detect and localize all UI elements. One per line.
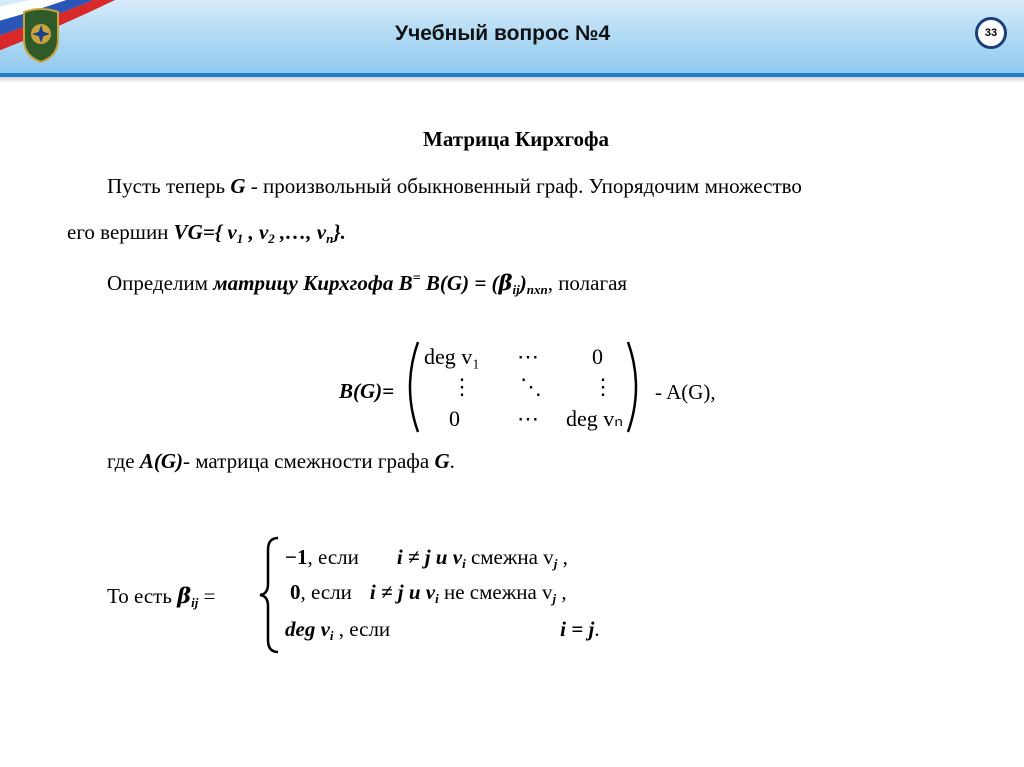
matrix-cell-2-3: ⋮ — [592, 374, 614, 399]
paragraph-3: где A(G)- матрица смежности графа G. — [107, 449, 455, 473]
case-row-3: deg $v_i$ , если i = j. — [285, 617, 600, 643]
cases-brace — [258, 536, 282, 654]
matrix-cell-3-1: 0 — [449, 406, 460, 431]
cases-lhs: То есть $\beta_{ij}$ = — [107, 583, 216, 610]
matrix-rhs: - A(G), — [655, 380, 716, 404]
header-shadow — [0, 77, 1024, 83]
matrix-left-paren — [400, 340, 420, 434]
matrix-cell-2-1: ⋮ — [451, 374, 473, 399]
header — [0, 0, 1024, 76]
matrix-cell-2-2: ⋱ — [520, 374, 542, 399]
case-row-1: −1, если i ≠ j и $v_i$ смежна $v_j$ , — [285, 545, 568, 571]
emblem-icon — [18, 6, 64, 64]
page-number-badge: 33 — [975, 17, 1007, 49]
paragraph-1-line-1: Пусть теперь G - произвольный обыкновенный граф. Упорядочим множество — [107, 174, 802, 198]
matrix-right-paren — [626, 340, 646, 434]
matrix-cell-1-2: ⋯ — [517, 344, 539, 369]
matrix-cell-3-2: ⋯ — [517, 406, 539, 431]
matrix-cell-1-3: 0 — [592, 344, 603, 369]
matrix-lhs: B(G)= — [339, 379, 395, 403]
matrix-cell-1-1: deg v₁ — [424, 344, 480, 369]
case-row-2: 0, если i ≠ j и $v_i$ не смежна $v_j$ , — [290, 580, 567, 606]
paragraph-2: Определим матрицу Кирхгофа B= $B(G) = (\beta_{ij})_{nxn}$, полагая — [107, 270, 628, 297]
page-title: Учебный вопрос №4 — [395, 22, 611, 45]
paragraph-1-line-2: его вершин VG={ $v_1$ , $v_2$ ,…, $v_n$}. — [67, 220, 346, 246]
section-heading: Матрица Кирхгофа — [423, 127, 610, 151]
matrix-cell-3-3: deg vₙ — [566, 406, 624, 431]
